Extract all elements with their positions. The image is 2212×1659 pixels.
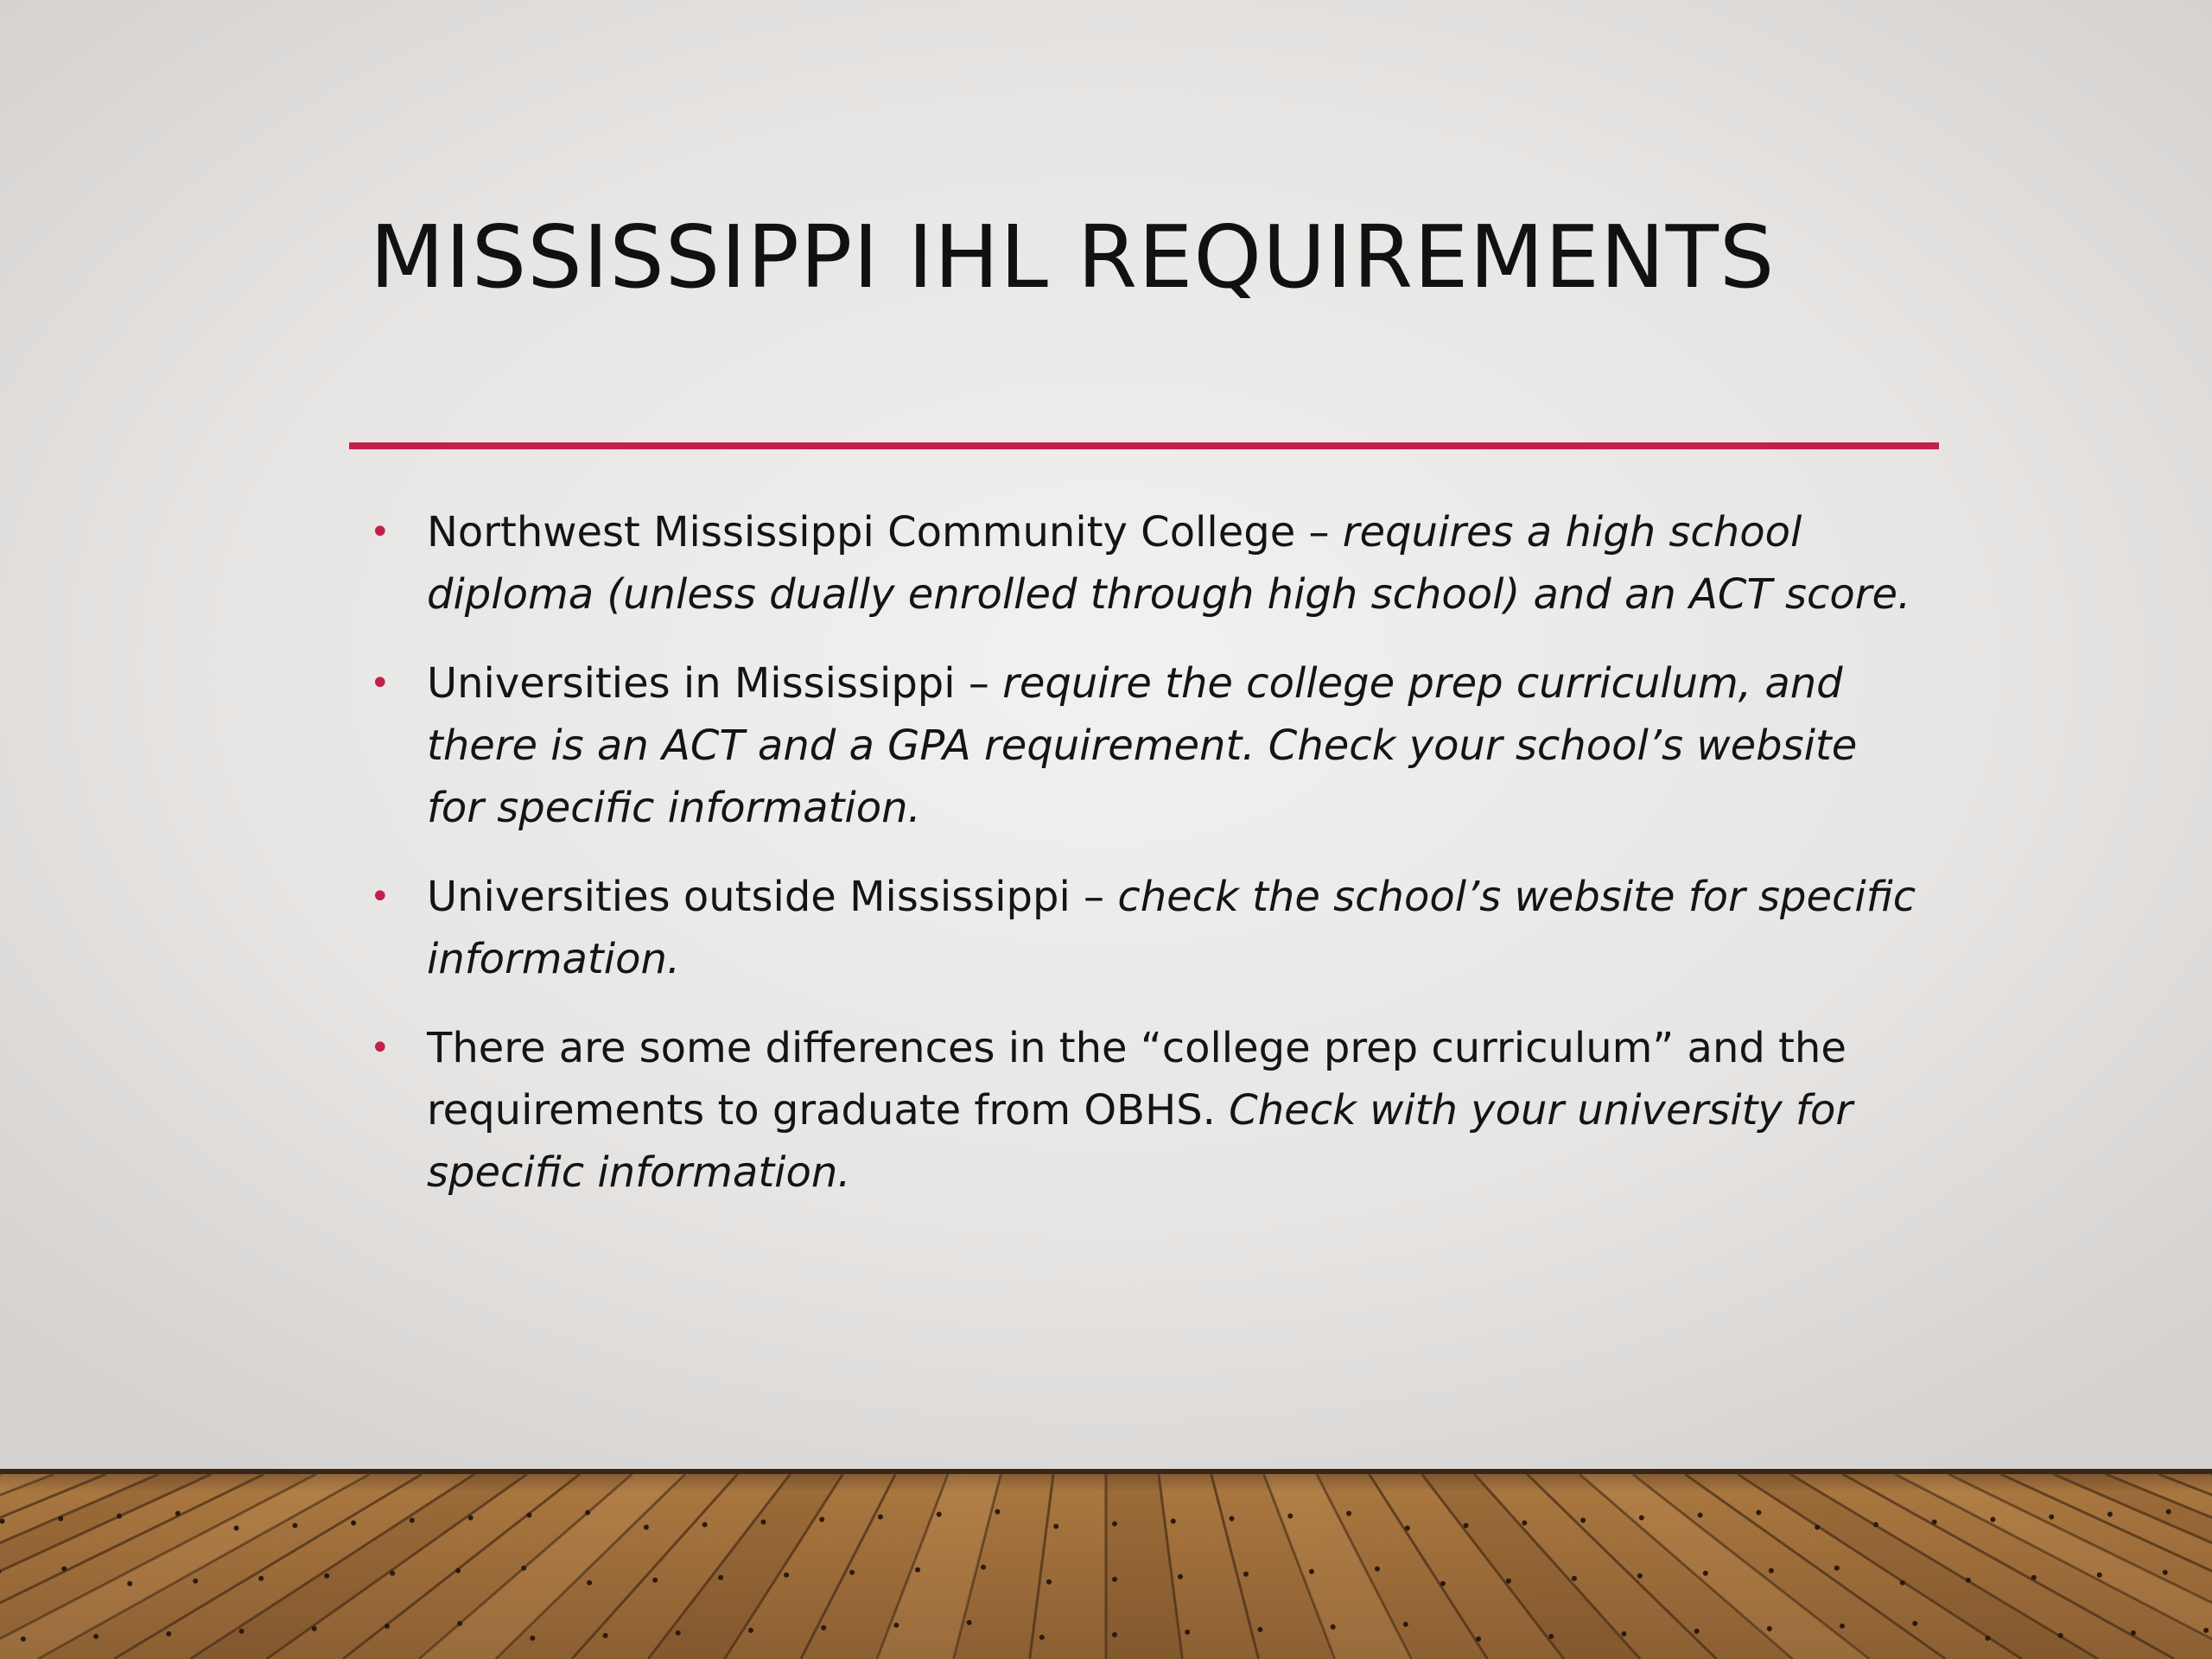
bullet-detail-text: requires a high school diploma (unless dually enrolled through high school) and an ACT score.	[427, 508, 1911, 619]
slide-title: MISSISSIPPI IHL REQUIREMENTS	[370, 207, 1776, 308]
bullet-lead-text: Northwest Mississippi Community College –	[427, 508, 1343, 556]
bullet-detail-text: Check with your university for specific information.	[427, 1086, 1853, 1197]
bullet-lead-text: Universities outside Mississippi –	[427, 873, 1118, 921]
bullet-lead-text: Universities in Mississippi –	[427, 659, 1003, 708]
bullet-list	[370, 501, 1925, 1230]
bullet-marker-icon: •	[370, 877, 391, 917]
bullet-detail-text: require the college prep curriculum, and there is an ACT and a GPA requirement. Check your school’s website for specific information.	[427, 659, 1858, 832]
bullet-marker-icon: •	[370, 1028, 391, 1068]
bullet-item	[370, 652, 1925, 839]
wood-floor-image	[0, 1469, 2212, 1659]
bullet-lead-text: There are some differences in the “college prep curriculum” and the requirements to graduate from OBHS.	[427, 1024, 1847, 1135]
bullet-marker-icon: •	[370, 512, 391, 552]
bullet-item	[370, 1017, 1925, 1204]
title-divider-rule	[349, 442, 1939, 449]
bullet-item	[370, 501, 1925, 626]
bullet-item	[370, 866, 1925, 990]
bullet-marker-icon: •	[370, 664, 391, 703]
bullet-detail-text: check the school’s website for specific information.	[427, 873, 1916, 983]
